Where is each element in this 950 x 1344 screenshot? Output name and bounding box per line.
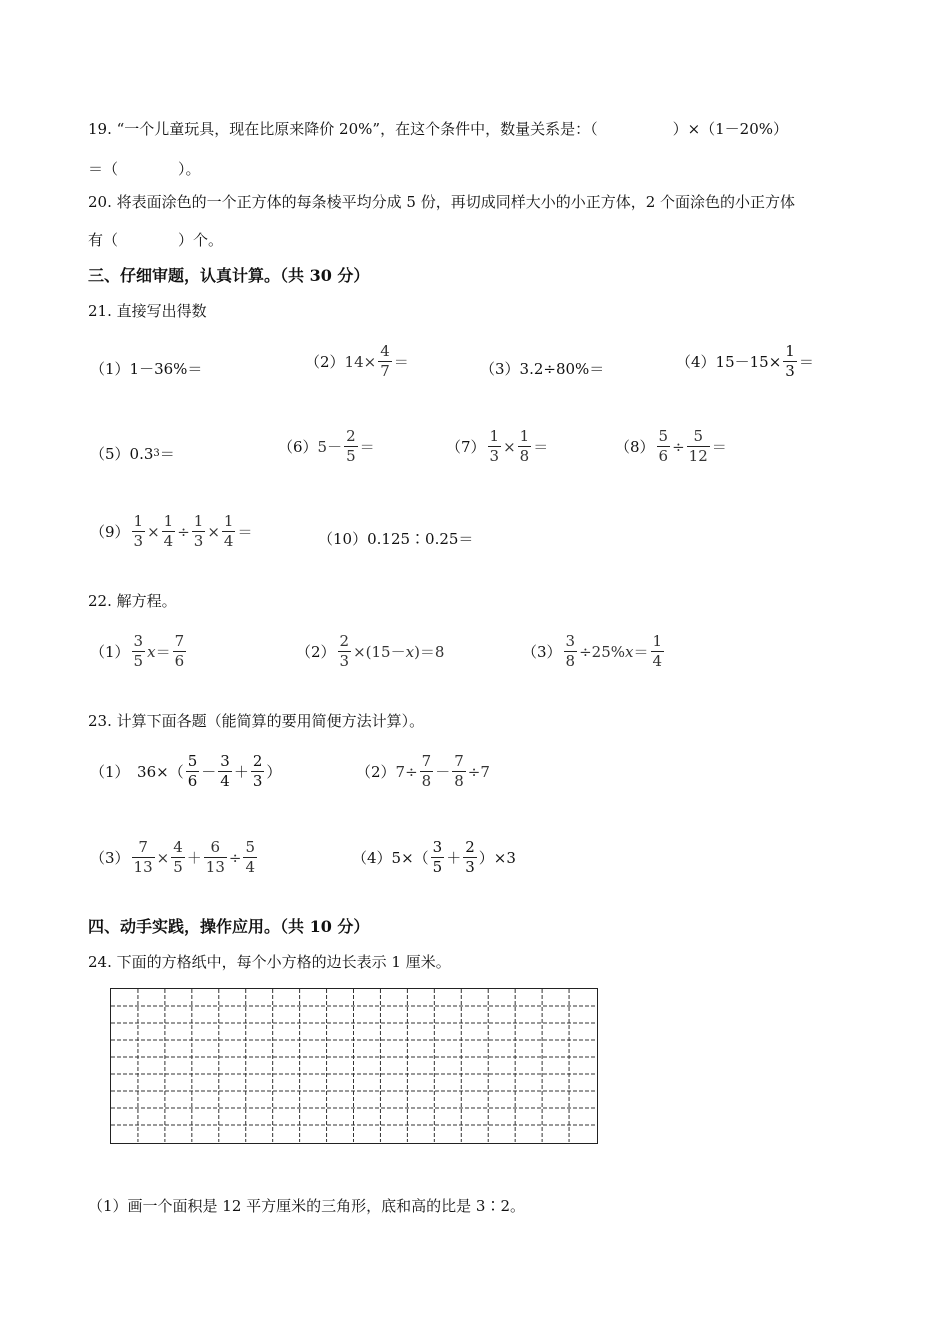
- section3-heading: 三、仔细审题，认真计算。（共 30 分）: [88, 266, 370, 285]
- q22-eq2: （2） $\frac{2}{3}$ ×(15－ x )＝8: [296, 632, 445, 670]
- q22-title: 22. 解方程。: [88, 592, 177, 610]
- q22-eq1: （1） $\frac{3}{5}$ x ＝ $\frac{7}{6}$: [90, 632, 185, 670]
- q21-item6: （6） 5－ $\frac{2}{5}$ ＝: [278, 427, 375, 465]
- q21-item10: （10）0.125∶0.25＝: [318, 530, 474, 548]
- q20-line2: 有（ ）个。: [88, 231, 224, 249]
- square-grid-paper[interactable]: [110, 988, 598, 1144]
- q21-item9: （9） $\frac{1}{3}$ × $\frac{1}{4}$ ÷ $\frac{1}{3}$ × $\frac{1}{4}$ ＝: [90, 512, 253, 550]
- q23-calc2: （2） 7÷ $\frac{7}{8}$ － $\frac{7}{8}$ ÷7: [356, 752, 490, 790]
- q21-item3: （3）3.2÷80%＝: [480, 360, 605, 378]
- q21-item1: （1）1－36%＝: [90, 360, 203, 378]
- q21-item4: （4）15－15× $\frac{1}{3}$ ＝: [676, 342, 814, 380]
- q19-line1: 19. “一个儿童玩具，现在比原来降价 20%”，在这个条件中，数量关系是：（ ）×（1－20%）: [88, 120, 789, 138]
- q24-title: 24. 下面的方格纸中，每个小方格的边长表示 1 厘米。: [88, 953, 451, 971]
- q21-item2: （2） 14× $\frac{4}{7}$ ＝: [305, 342, 409, 380]
- q24-sub1: （1）画一个面积是 12 平方厘米的三角形，底和高的比是 3∶2。: [88, 1197, 526, 1215]
- section4-heading: 四、动手实践，操作应用。（共 10 分）: [88, 917, 370, 936]
- q23-calc3: （3） $\frac{7}{13}$ × $\frac{4}{5}$ ＋ $\frac{6}{13}$ ÷ $\frac{5}{4}$: [90, 838, 255, 876]
- q23-calc1: （1） 36×（ $\frac{5}{6}$ － $\frac{3}{4}$ ＋ $\frac{2}{3}$ ）: [90, 752, 282, 790]
- grid-lines: [111, 989, 596, 1142]
- q23-calc4: （4）5×（ $\frac{3}{5}$ ＋ $\frac{2}{3}$ ）×3: [352, 838, 516, 876]
- q22-eq3: （3） $\frac{3}{8}$ ÷25% x ＝ $\frac{1}{4}$: [522, 632, 663, 670]
- q19-line2: ＝（ ）。: [88, 160, 201, 178]
- q21-item5: （5）0.3 3 ＝: [90, 445, 175, 463]
- q21-item7: （7） $\frac{1}{3}$ × $\frac{1}{8}$ ＝: [446, 427, 549, 465]
- q23-title: 23. 计算下面各题（能简算的要用简便方法计算）。: [88, 712, 425, 730]
- q20-line1: 20. 将表面涂色的一个正方体的每条棱平均分成 5 份，再切成同样大小的小正方体，2 个面涂色的小正方体: [88, 193, 796, 211]
- q21-item8: （8） $\frac{5}{6}$ ÷ $\frac{5}{12}$ ＝: [615, 427, 727, 465]
- q21-title: 21. 直接写出得数: [88, 302, 207, 320]
